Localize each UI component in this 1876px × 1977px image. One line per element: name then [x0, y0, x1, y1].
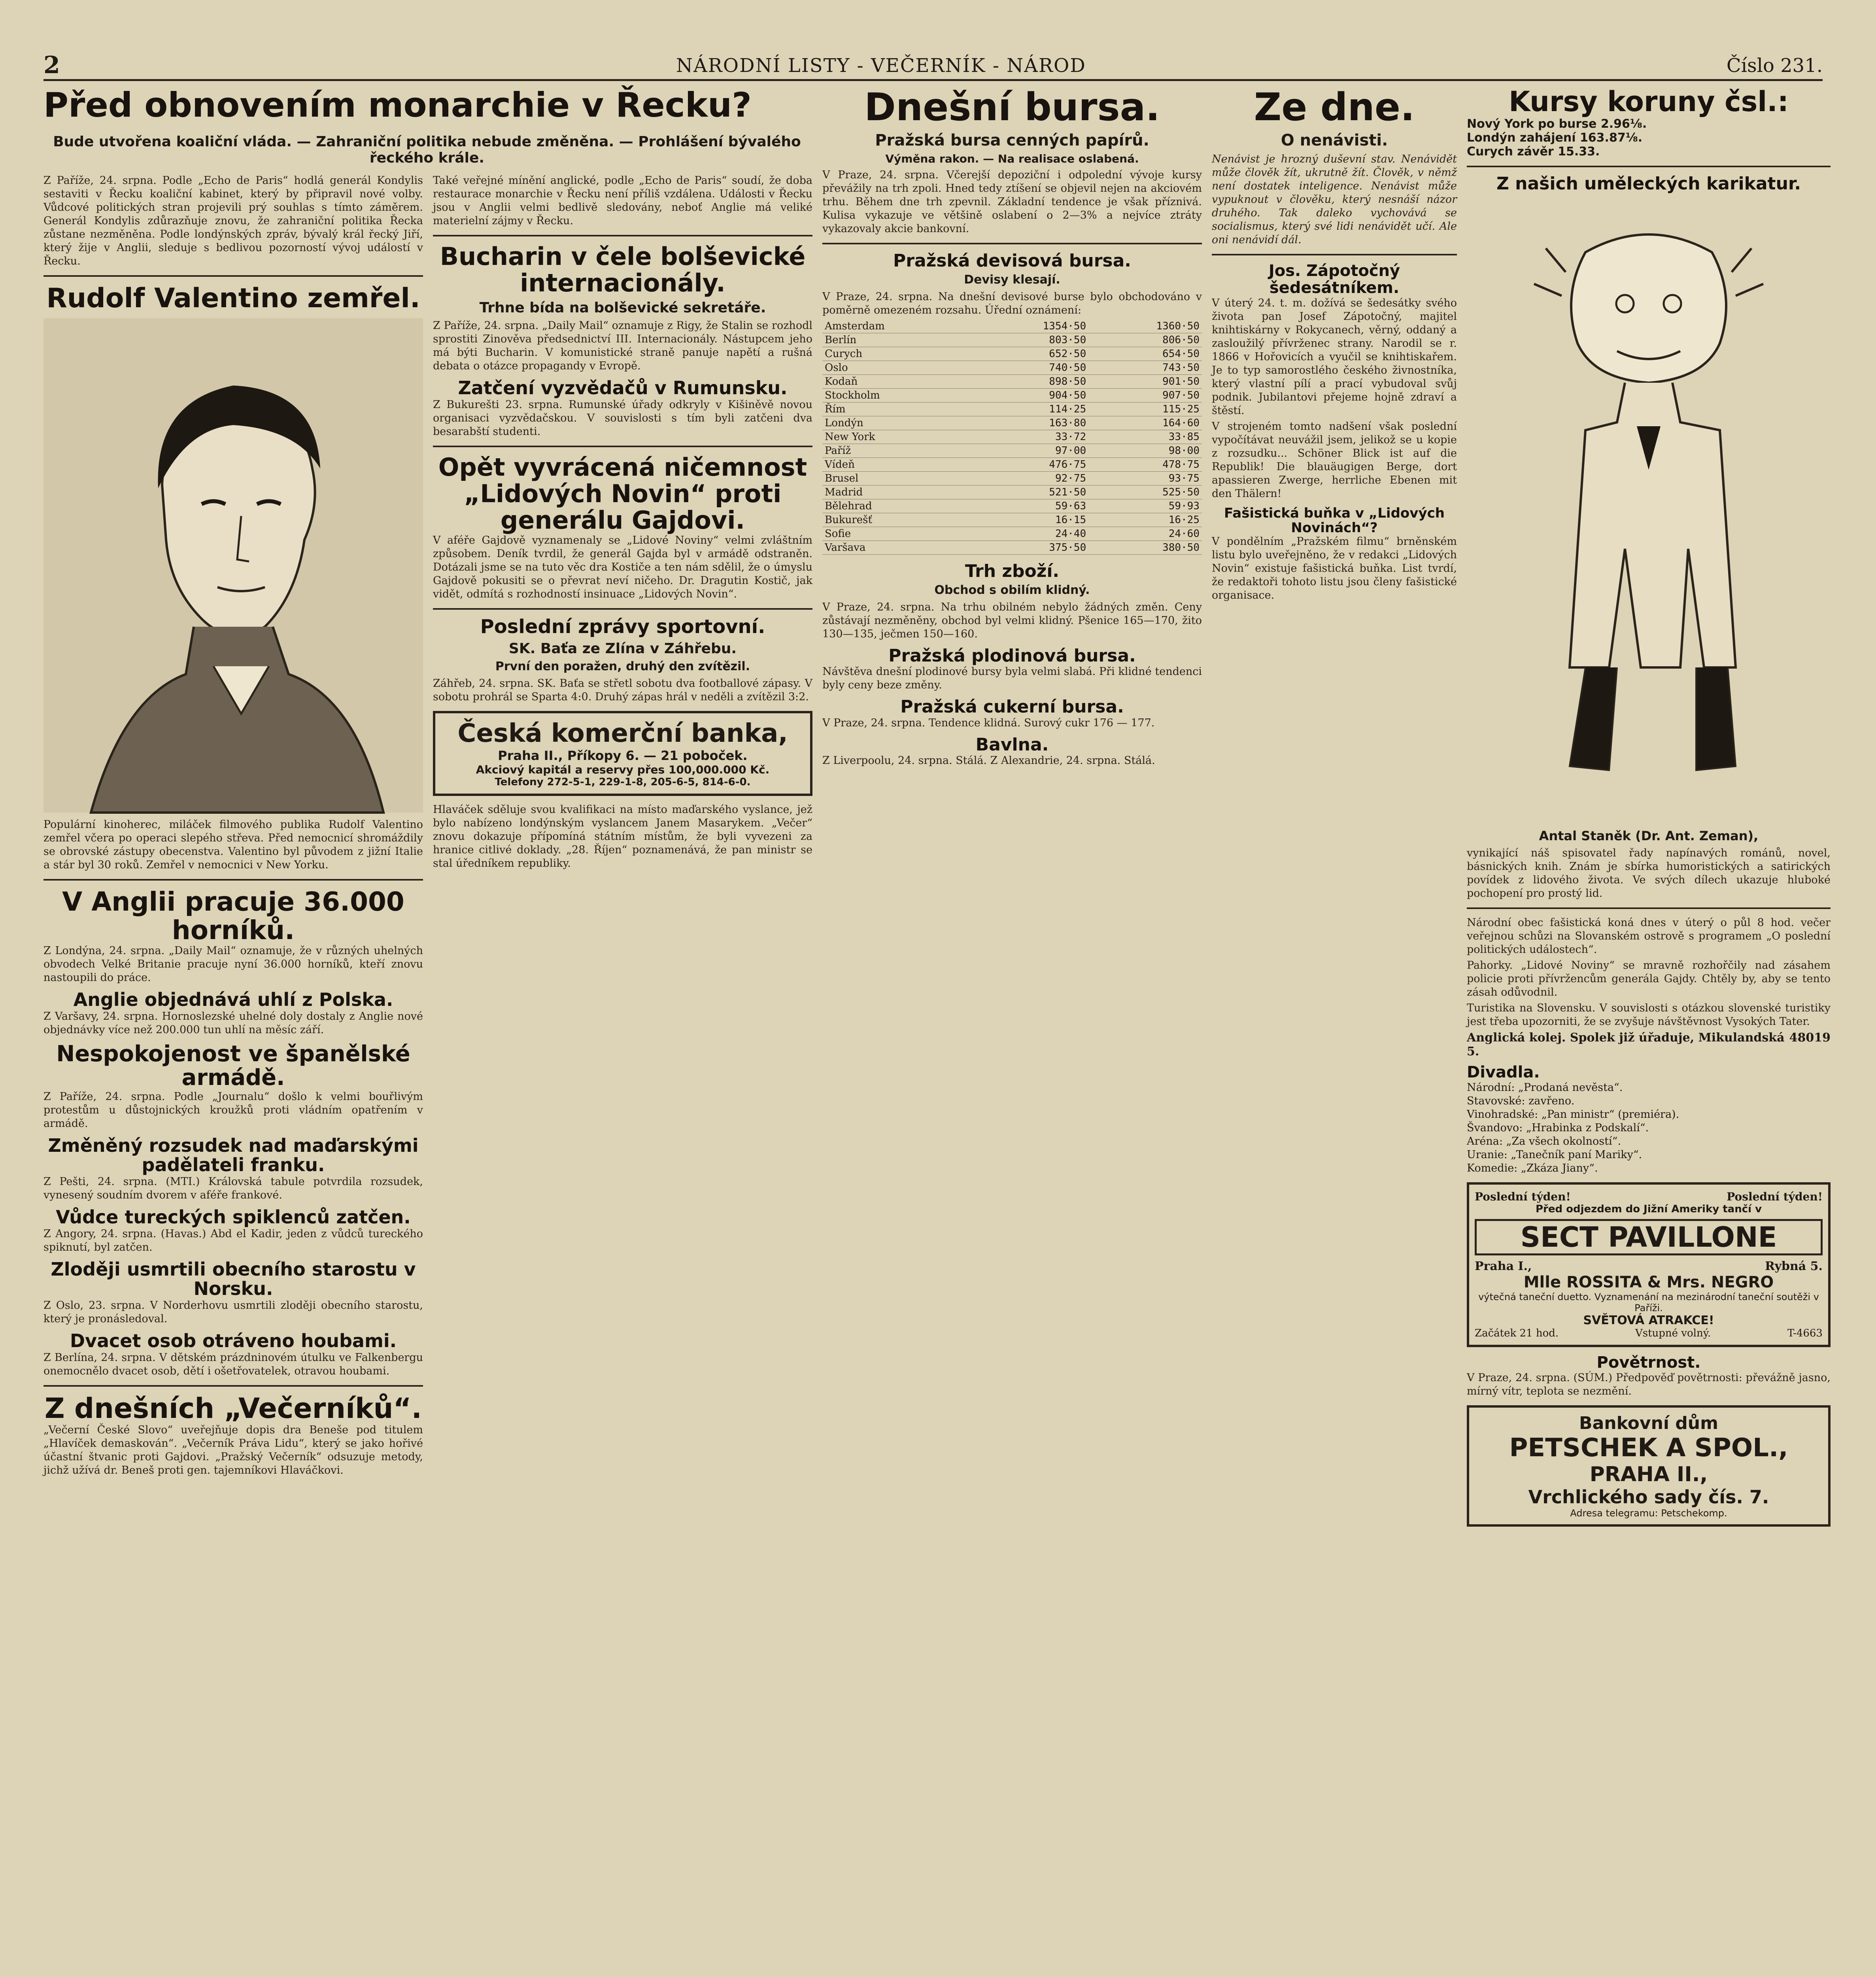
rate-value: 114·25 — [975, 402, 1088, 416]
turistika-text: Turistika na Slovensku. V souvislosti s otázkou slovenské turistiky jest třeba upozorniti, že se zvyšuje návštěvnost Vysokých Tater. — [1467, 1002, 1831, 1028]
headline-vecerniky: Z dnešních „Večerníků“. — [44, 1392, 422, 1425]
cukr-text: V Praze, 24. srpna. Tendence klidná. Surový cukr 176 — 177. — [822, 716, 1155, 729]
devisy-text: V Praze, 24. srpna. Na dnešní devisové burse bylo obchodováno v poměrně omezeném rozsahu. Úřední oznámení: — [822, 290, 1202, 316]
rate-value: 654·50 — [1088, 347, 1202, 361]
turkey-text: Z Angory, 24. srpna. (Havas.) Abd el Kadir, jeden z vůdců tureckého spiknutí, byl zatčen. — [43, 1227, 423, 1253]
table-row — [822, 457, 1202, 471]
rate-value: 24·40 — [975, 527, 1088, 541]
stanek-text: vynikající náš spisovatel řady napínavých románů, novel, básnických knih. Znám je sbírka humoristických a satirických povídek z lidového života. Ve svých dílech ukazuje hluboké pochopení pro prostý lid. — [1467, 847, 1831, 900]
rate-value: 24·60 — [1088, 527, 1202, 541]
rate-value: 59·93 — [1088, 499, 1202, 513]
headline-devisy: Pražská devisová bursa. — [893, 250, 1132, 271]
rate-value: 92·75 — [975, 471, 1088, 485]
bank-advert: Česká komerční banka, Praha II., Příkopy 6. — 21 poboček. Akciový kapitál a reservy přes 100,000.000 Kč. Telefony 272-5-1, 229-1-8, 205-6-5, 814-6-0. — [433, 711, 812, 796]
table-row — [822, 444, 1202, 457]
rate-value: 740·50 — [975, 361, 1088, 374]
rate-value: 380·50 — [1088, 541, 1202, 554]
rate-value: 476·75 — [975, 457, 1088, 471]
table-row — [822, 361, 1202, 374]
headline-cukr: Pražská cukerní bursa. — [900, 697, 1124, 717]
rate-value: 59·63 — [975, 499, 1088, 513]
currency-city: Kodaň — [822, 374, 975, 388]
sport-text: Záhřeb, 24. srpna. SK. Baťa se střetl sobotu dva footballové zápasy. V sobotu prohrál se Sparta 4:0. Druhý zápas hrál v neděli a zvítězil 3:2. — [433, 677, 812, 703]
rate-value: 803·50 — [975, 333, 1088, 347]
rate-value: 16·15 — [975, 513, 1088, 527]
rate-value: 163·80 — [975, 416, 1088, 430]
issue-number: Číslo 231. — [1726, 55, 1823, 77]
headline-mushrooms: Dvacet osob otráveno houbami. — [70, 1330, 397, 1351]
column-4: Ze dne. O nenávisti. Nenávist je hrozný duševní stav. Nenávidět může člověk žít, ukrutně žít. Člověk, v němž není dostatek inteligence. Nenávist může vypuknout v člověku, který nesnáší názor druhého. Tak daleko vychovává se socialismus, který své lidi nenávidět učí. Ale oni nenávidí dál. Jos. Zápotočný šedesátníkem. V úterý 24. t. m. dožívá se šedesátky svého života pan Josef Zápotočný, majitel knihtiskárny v Rokycanech, věrný, oddaný a zasloužilý přívrženec strany. Narodil se r. 1866 v Hořovicích a vyučil se knihtiskařem. Je to typ samorostlého českého živnostníka, který vlastní pílí a prací vybudoval svůj podnik. Jubilantovi přejeme hojně zdraví a štěstí. V strojeném tomto nadšení však poslední vypočítávat neuvážil jsem, jelikož se u kopie z rozsudku... Schöner Blick ist auf die Republik! Die blauäugigen Berge, dort apassieren Zwerge, herrliche Ebenen mit den Thälern! Fašistická buňka v „Lidových Novinách“? V pondělním „Pražském filmu“ brněnském listu bylo uveřejněno, že v redakci „Lidových Novin“ existuje fašistická buňka. List tvrdí, že redaktoři tohoto listu jsou členy fašistické organisace. — [1212, 85, 1457, 602]
rate-value: 1360·50 — [1088, 319, 1202, 333]
column-1-body — [43, 174, 423, 1977]
table-row — [822, 374, 1202, 388]
bursa-text: V Praze, 24. srpna. Včerejší depoziční i odpolední vývoje kursy převážily na trh zpoli. Hned tedy ztíšení se objevil nejen na akciovém trhu. Během dne trh zpevnil. Základní tendence je však příznivá. Kulisa vykazuje ve většině oslabení o 2—3% a nejvíce ztráty vykazovaly akcie bankovní. — [822, 168, 1202, 235]
column-2: Také veřejné mínění anglické, podle „Echo de Paris“ soudí, že doba restaurace monarchie v Řecku není příliš vzdálena. Události v Řecku jsou v Anglii velmi bedlivě sledovány, neboť Anglie má veliké materielní zájmy v Řecku. Bucharin v čele bolševické internacionály. Trhne bída na bolševické sekretáře. Z Paříže, 24. srpna. „Daily Mail“ oznamuje z Rigy, že Stalin se rozhodl sprostiti Zinověva předsednictví III. Internacionály. Nástupcem jeho má býti Bucharin. V komunistické straně panuje napětí a rušná debata o otázce propagandy v Evropě. Zatčení vyzvědačů v Rumunsku. Z Bukurešti 23. srpna. Rumunské úřady odkryly v Kišiněvě novou organisaci vyzvědačskou. V souvislosti s tím byli zatčeni dva besarabští studenti. Opět vyvrácená ničemnost „Lidových Novin“ proti generálu Gajdovi. V aféře Gajdově vyznamenaly se „Lidové Noviny“ velmi zvláštním způsobem. Deník tvrdil, že generál Gajda byl v armádě odstraněn. Dotázali jsme se na tuto věc dra Kostiče a ten nám sdělil, že o úmyslu Gajdově pokusiti se o převrat neví ničeho. Dr. Dragutin Kostič, jak vidět, odmítá s rozhodností insinuace „Lidových Novin“. Poslední zprávy sportovní. SK. Baťa ze Zlína v Záhřebu. První den poražen, druhý den zvítězil. Záhřeb, 24. srpna. SK. Baťa se střetl sobotu dva footballové zápasy. V sobotu prohrál se Sparta 4:0. Druhý zápas hrál v neděli a zvítězil 3:2. Česká komerční banka, Praha II., Příkopy 6. — 21 poboček. Akciový kapitál a reservy přes 100,000.000 Kč. Telefony 272-5-1, 229-1-8, 205-6-5, 814-6-0. Hlaváček sděluje svou kvalifikaci na místo maďarského vyslance, jež bylo nabízeno londýnským vyslancem Janem Masarykem. „Večer“ znovu dokazuje přípomíná státním místům, že byli vyvezeni za hranice citlivé doklady. „28. Říjen“ poznamenává, že pan ministr se stal úředníkem republiky. — [433, 174, 812, 869]
currency-city: Bělehrad — [822, 499, 975, 513]
page-header — [43, 51, 1823, 81]
currency-city: Londýn — [822, 416, 975, 430]
nenavist-text: Nenávist je hrozný duševní stav. Nenávidět může člověk žít, ukrutně žít. Člověk, v němž není dostatek inteligence. Nenávist může vypuknout v člověku, který nesnáší názor druhého. Tak daleko vychovává se socialismus, který své lidi nenávidět učí. Ale oni nenávidí dál. — [1212, 153, 1457, 246]
rate-value: 652·50 — [975, 347, 1088, 361]
headline-sport: Poslední zprávy sportovní. — [480, 615, 765, 638]
rate-value: 93·75 — [1088, 471, 1202, 485]
headline-karikatury: Z našich uměleckých karikatur. — [1496, 173, 1801, 194]
forgers-text: Z Pešti, 24. srpna. (MTI.) Královská tabule potvrdila rozsudek, vynesený soudním dvorem v aféře frankové. — [43, 1175, 423, 1201]
spies-text: Z Bukurešti 23. srpna. Rumunské úřady odkryly v Kišiněvě novou organisaci vyzvědačskou. V souvislosti s tím byli zatčeni dva besarabští studenti. — [433, 398, 812, 438]
rate-value: 525·50 — [1088, 485, 1202, 499]
greece-text: Z Paříže, 24. srpna. Podle „Echo de Paris“ hodlá generál Kondylis sestaviti v Řecku koaliční kabinet, který by připravil nové volby. Vůdcové politických stran projevili prý souhlas s tímto záměrem. Generál Kondylis zdůrazňuje znovu, že zahraniční politika Řecka zůstane nezměněna. Podle londýnských zpráv, bývalý král řecký Jiří, který žije v Anglii, sleduje s bedlivou pozorností vývoj událostí v Řecku. — [43, 174, 423, 267]
petschek-name: PETSCHEK A SPOL., — [1509, 1433, 1788, 1463]
currency-city: Madrid — [822, 485, 975, 499]
rate-value: 898·50 — [975, 374, 1088, 388]
poem-text: V strojeném tomto nadšení však poslední vypočítávat neuvážil jsem, jelikož se u kopie z rozsudku... Schöner Blick ist auf die Republik! Die blauäugigen Berge, dort apassieren Zwerge, herrliche Ebenen mit den Thälern! — [1212, 420, 1457, 500]
petschek-advert: Bankovní dům PETSCHEK A SPOL., PRAHA II., Vrchlického sady čís. 7. Adresa telegramu: Petschekomp. — [1467, 1405, 1831, 1527]
vecerniky-text: „Večerní České Slovo“ uveřejňuje dopis dra Beneše pod titulem „Hlavíček demaskován“. „Večerník Práva Lidu“, který se jako hořivé účastní štvanic proti Gajdovi. „Pražský Večerník“ odsuzuje metody, jichž užívá dr. Beneš proti gen. tajemníkovi Hlaváčkovi. — [43, 1424, 423, 1477]
caricature-drawing — [1467, 193, 1831, 826]
fasisticka-text: V pondělním „Pražském filmu“ brněnském listu bylo uveřejněno, že v redakci „Lidových Novin“ existuje fašistická buňka. List tvrdí, že redaktoři tohoto listu jsou členy fašistické organisace. — [1212, 535, 1457, 602]
valentino-portrait — [43, 318, 423, 813]
table-row — [822, 541, 1202, 554]
currency-city: Bukurešť — [822, 513, 975, 527]
bavlna-text: Z Liverpoolu, 24. srpna. Stálá. Z Alexandrie, 24. srpna. Stálá. — [822, 754, 1155, 767]
rate-value: 97·00 — [975, 444, 1088, 457]
gajda-text: V aféře Gajdově vyznamenaly se „Lidové Noviny“ velmi zvláštním způsobem. Deník tvrdil, že generál Gajda byl v armádě odstraněn. Dotázali jsme se na tuto věc dra Kostiče a ten nám sdělil, že o úmyslu Gajdově pokusiti se o převrat neví ničeho. Dr. Dragutin Kostič, jak vidět, odmítá s rozhodností insinuace „Lidových Novin“. — [433, 534, 812, 600]
headline-turkey: Vůdce tureckých spiklenců zatčen. — [56, 1206, 411, 1228]
headline-bursa: Dnešní bursa. — [864, 85, 1160, 129]
miners-text: Z Londýna, 24. srpna. „Daily Mail“ oznamuje, že v různých uhelných obvodech Velké Britanie pracuje nyní 36.000 horníků, kteří znovu nastoupili do práce. — [43, 944, 423, 984]
rate-value: 521·50 — [975, 485, 1088, 499]
zapotocny-text: V úterý 24. t. m. dožívá se šedesátky svého života pan Josef Zápotočný, majitel knihtiskárny v Rokycanech, věrný, oddaný a zasloužilý přívrženec strany. Narodil se r. 1866 v Hořovicích a vyučil se knihtiskařem. Je to typ samorostlého českého živnostníka, který vlastní pílí a prací vybudoval svůj podnik. Jubilantovi přejeme hojně zdraví a štěstí. — [1212, 297, 1457, 417]
norway-text: Z Oslo, 23. srpna. V Norderhovu usmrtili zloději obecního starostu, který je pronásledoval. — [43, 1299, 423, 1325]
currency-city: Vídeň — [822, 457, 975, 471]
pavillon-advert: Poslední týden! Poslední týden! Před odjezdem do Jižní Ameriky tančí v SECT PAVILLONE Praha I., Rybná 5. Mlle ROSSITA & Mrs. NEGRO výtečná taneční duetto. Vyznamenání na mezinárodní taneční soutěži v Paříži. SVĚTOVÁ ATRAKCE! Začátek 21 hod. Vstupné volný. T-4663 — [1467, 1182, 1831, 1347]
table-row — [822, 527, 1202, 541]
rate-value: 1354·50 — [975, 319, 1088, 333]
headline-miners: V Anglii pracuje 36.000 horníků. — [62, 886, 404, 945]
greece-subhead: Bude utvořena koaliční vláda. — Zahraniční politika nebude změněna. — Prohlášení bývalého řeckého krále. — [53, 134, 801, 166]
rate-value: 478·75 — [1088, 457, 1202, 471]
pahorky-text: Pahorky. „Lidové Noviny“ se mravně rozhořčily nad zásahem policie proti přívržencům generála Gajdy. Chtěly by, aby se tento zásah odůvodnil. — [1467, 959, 1831, 998]
currency-city: Varšava — [822, 541, 975, 554]
bank-name: Česká komerční banka, — [457, 718, 788, 748]
exchange-rate-table — [822, 319, 1202, 555]
headline-divadla: Divadla. — [1467, 1063, 1540, 1081]
kolej-phone: 48019 — [1789, 1030, 1831, 1045]
headline-valentino: Rudolf Valentino zemřel. — [46, 283, 420, 314]
table-row — [822, 485, 1202, 499]
kolej-text: Anglická kolej. Spolek již úřaduje, Mikulandská 5. — [1467, 1030, 1785, 1058]
headline-spain: Nespokojenost ve španělské armádě. — [56, 1041, 410, 1091]
column-3: Dnešní bursa. Pražská bursa cenných papírů. Výměna rakon. — Na realisace oslabená. V Praze, 24. srpna. Včerejší depoziční i odpolední vývoje kursy převážily na trh zpoli. Hned tedy ztíšení se objevil nejen na akciovém trhu. Během dne trh zpevnil. Základní tendence je však příznivá. Kulisa vykazuje ve většině oslabení o 2—3% a nejvíce ztráty vykazovaly akcie bankovní. Pražská devisová bursa. Devisy klesají. V Praze, 24. srpna. Na dnešní devisové burse bylo obchodováno v poměrně omezeném rozsahu. Úřední oznámení: Amsterdam 1354·50 1360·50 Berlín 803·50 806·50 Curych 652·50 654·50 Oslo 740·50 743·50 Kodaň 898·50 901·50 Stockholm 904·50 907·50 Řím 114·25 115·25 Londýn 163·80 164·60 New York 33·72 33·85 Paříž 97·00 98·00 Vídeň 476·75 478·75 Brusel 92·75 93·75 Madrid 521·50 525·50 Bělehrad 59·63 59·93 Bukurešť 16·15 16·25 Sofie 24·40 24·60 Varšava 375·50 380·50 Trh zboží. Obchod s obilím klidný. V Praze, 24. srpna. Na trhu obilném nebylo žádných změn. Ceny zůstávají nezměněny, obchod byl velmi klidný. Pšenice 165—170, žito 130—135, ječmen 150—160. Pražská plodinová bursa. Návštěva dnešní plodinové bursy byla velmi slabá. Při klidné tendenci byly ceny beze změny. Pražská cukerní bursa. V Praze, 24. srpna. Tendence klidná. Surový cukr 176 — 177. Bavlna. Z Liverpoolu, 24. srpna. Stálá. Z Alexandrie, 24. srpna. Stálá. — [822, 85, 1202, 767]
column-5: Kursy koruny čsl.: Nový York po burse 2.96⅛. Londýn zahájení 163.87⅛. Curych závěr 15.33. Z našich uměleckých karikatur. Antal Staněk (Dr. Ant. Zeman), vynikající náš spisovatel řady napínavých románů, novel, básnických knih. Znám je sbírka humoristických a satirických povídek z lidového života. Ve svých dílech ukazuje hluboké pochopení pro prostý lid. Národní obec fašistická koná dnes v úterý o půl 8 hod. večer veřejnou schůzi na Slovanském ostrově s programem „O poslední politických událostech“. Pahorky. „Lidové Noviny“ se mravně rozhořčily nad zásahem policie proti přívržencům generála Gajdy. Chtěly by, aby se tento zásah odůvodnil. Turistika na Slovensku. V souvislosti s otázkou slovenské turistiky jest třeba upozorniti, že se zvyšuje návštěvnost Vysokých Tater. Anglická kolej. Spolek již úřaduje, Mikulandská 5. 48019 Divadla. Národní: „Prodaná nevěsta“. Stavovské: zavřeno. Vinohradské: „Pan ministr“ (premiéra). Švandovo: „Hrabinka z Podskalí“. Aréna: „Za všech okolností“. Uranie: „Tanečník paní Mariky“. Komedie: „Zkáza Jiany“. Poslední týden! Poslední týden! Před odjezdem do Jižní Ameriky tančí v SECT PAVILLONE Praha I., Rybná 5. Mlle ROSSITA & Mrs. NEGRO výtečná taneční duetto. Vyznamenání na mezinárodní taneční soutěži v Paříži. SVĚTOVÁ ATRAKCE! Začátek 21 hod. Vstupné volný. T-4663 Povětrnost. V Praze, 24. srpna. (SÚM.) Předpověď povětrnosti: převážně jasno, mírný vítr, teplota se nezmění. Bankovní dům PETSCHEK A SPOL., PRAHA II., Vrchlického sady čís. 7. Adresa telegramu: Petschekomp. — [1467, 87, 1831, 1977]
povetrnost-text: V Praze, 24. srpna. (SÚM.) Předpověď povětrnosti: převážně jasno, mírný vítr, teplota se nezmění. — [1467, 1372, 1831, 1398]
currency-city: Stockholm — [822, 388, 975, 402]
masthead: NÁRODNÍ LISTY - VEČERNÍK - NÁROD — [676, 55, 1086, 77]
narodni-obec-text: Národní obec fašistická koná dnes v úterý o půl 8 hod. večer veřejnou schůzi na Slovanském ostrově s programem „O poslední politických událostech“. — [1467, 916, 1831, 956]
currency-city: Sofie — [822, 527, 975, 541]
bucharin-text: Z Paříže, 24. srpna. „Daily Mail“ oznamuje z Rigy, že Stalin se rozhodl sprostiti Zinověva předsednictví III. Internacionály. Nástupcem jeho má býti Bucharin. V komunistické straně panuje napětí a rušná debata o otázce propagandy v Evropě. — [433, 319, 812, 372]
currency-city: Řím — [822, 402, 975, 416]
table-row — [822, 513, 1202, 527]
table-row — [822, 333, 1202, 347]
rate-value: 164·60 — [1088, 416, 1202, 430]
rate-value: 907·50 — [1088, 388, 1202, 402]
rate-value: 33·72 — [975, 430, 1088, 444]
theatre-list: Národní: „Prodaná nevěsta“. Stavovské: zavřeno. Vinohradské: „Pan ministr“ (premiéra). Švandovo: „Hrabinka z Podskalí“. Aréna: „Za všech okolností“. Uranie: „Tanečník paní Mariky“. Komedie: „Zkáza Jiany“. — [1467, 1081, 1680, 1175]
rate-value: 33·85 — [1088, 430, 1202, 444]
rate-value: 901·50 — [1088, 374, 1202, 388]
headline-spies: Zatčení vyzvědačů v Rumunsku. — [458, 377, 788, 399]
table-row — [822, 471, 1202, 485]
headline-povetrnost: Povětrnost. — [1596, 1353, 1701, 1372]
rate-value: 375·50 — [975, 541, 1088, 554]
table-row — [822, 347, 1202, 361]
plodiny-text: Návštěva dnešní plodinové bursy byla velmi slabá. Při klidné tendenci byly ceny beze změny. — [822, 665, 1202, 692]
page-number: 2 — [43, 51, 60, 79]
table-row — [822, 430, 1202, 444]
currency-city: Berlín — [822, 333, 975, 347]
headline-gajda: Opět vyvrácená ničemnost „Lidových Novin“ proti generálu Gajdovi. — [438, 452, 807, 535]
table-row — [822, 416, 1202, 430]
headline-bavlna: Bavlna. — [975, 734, 1049, 755]
headline-norway: Zloději usmrtili obecního starostu v Norsku. — [51, 1258, 416, 1300]
mushrooms-text: Z Berlína, 24. srpna. V dětském prázdninovém útulku ve Falkenbergu onemocnělo dvacet osob, dětí i ošetřovatelek, otravou houbami. — [43, 1351, 423, 1377]
table-row — [822, 402, 1202, 416]
rate-value: 16·25 — [1088, 513, 1202, 527]
table-row — [822, 499, 1202, 513]
greece-continued: Také veřejné mínění anglické, podle „Echo de Paris“ soudí, že doba restaurace monarchie v Řecku není příliš vzdálena. Události v Řecku jsou v Anglii velmi bedlivě sledovány, neboť Anglie má veliké materielní zájmy v Řecku. — [433, 174, 812, 227]
currency-city: Curych — [822, 347, 975, 361]
coal-text: Z Varšavy, 24. srpna. Hornoslezské uhelné doly dostaly z Anglie nové objednávky více než 200.000 tun uhlí na měsíc září. — [43, 1010, 423, 1036]
pavillon-name: SECT PAVILLONE — [1475, 1219, 1823, 1255]
currency-city: Paříž — [822, 444, 975, 457]
table-row — [822, 388, 1202, 402]
trh-text: V Praze, 24. srpna. Na trhu obilném nebylo žádných změn. Ceny zůstávají nezměněny, obchod byl velmi klidný. Pšenice 165—170, žito 130—135, ječmen 150—160. — [822, 601, 1202, 640]
caricature-icon — [1467, 193, 1831, 826]
table-row — [822, 319, 1202, 333]
hlavacek-text: Hlaváček sděluje svou kvalifikaci na místo maďarského vyslance, jež bylo nabízeno londýnským vyslancem Janem Masarykem. „Večer“ znovu dokazuje přípomíná státním místům, že byli vyvezeni za hranice citlivé doklady. „28. Říjen“ poznamenává, že pan ministr se stal úředníkem republiky. — [433, 803, 812, 869]
currency-city: Brusel — [822, 471, 975, 485]
rate-value: 806·50 — [1088, 333, 1202, 347]
currency-city: Amsterdam — [822, 319, 975, 333]
currency-city: New York — [822, 430, 975, 444]
spain-text: Z Paříže, 24. srpna. Podle „Journalu“ došlo k velmi bouřlivým protestům u důstojnických kroužků proti vládním opatřením v armádě. — [43, 1090, 423, 1130]
valentino-portrait-icon — [43, 318, 423, 813]
headline-greece: Před obnovením monarchie v Řecku? — [43, 85, 752, 125]
rate-value: 115·25 — [1088, 402, 1202, 416]
headline-ze-dne: Ze dne. — [1254, 85, 1415, 129]
caricature-caption: Antal Staněk (Dr. Ant. Zeman), — [1539, 828, 1759, 844]
headline-coal: Anglie objednává uhlí z Polska. — [73, 988, 393, 1010]
headline-zapotocny: Jos. Zápotočný šedesátníkem. — [1268, 261, 1400, 297]
headline-bucharin: Bucharin v čele bolševické internacionály. — [440, 242, 806, 297]
rate-value: 743·50 — [1088, 361, 1202, 374]
valentino-caption: Populární kinoherec, miláček filmového publika Rudolf Valentino zemřel včera po operaci slepého střeva. Před nemocnicí shromáždily se obrovské zástupy obecenstva. Valentino byl původem z jižní Italie a stár byl 30 roků. Zemřel v nemocnici v New Yorku. — [43, 818, 423, 871]
headline-kursy: Kursy koruny čsl.: — [1509, 85, 1789, 118]
currency-city: Oslo — [822, 361, 975, 374]
headline-trh: Trh zboží. — [965, 561, 1060, 581]
rate-value: 904·50 — [975, 388, 1088, 402]
headline-forgers: Změněný rozsudek nad maďarskými padělateli franku. — [48, 1134, 419, 1176]
headline-fasisticka-bunka: Fašistická buňka v „Lidových Novinách“? — [1224, 505, 1445, 536]
rate-value: 98·00 — [1088, 444, 1202, 457]
headline-plodiny: Pražská plodinová bursa. — [888, 645, 1136, 666]
